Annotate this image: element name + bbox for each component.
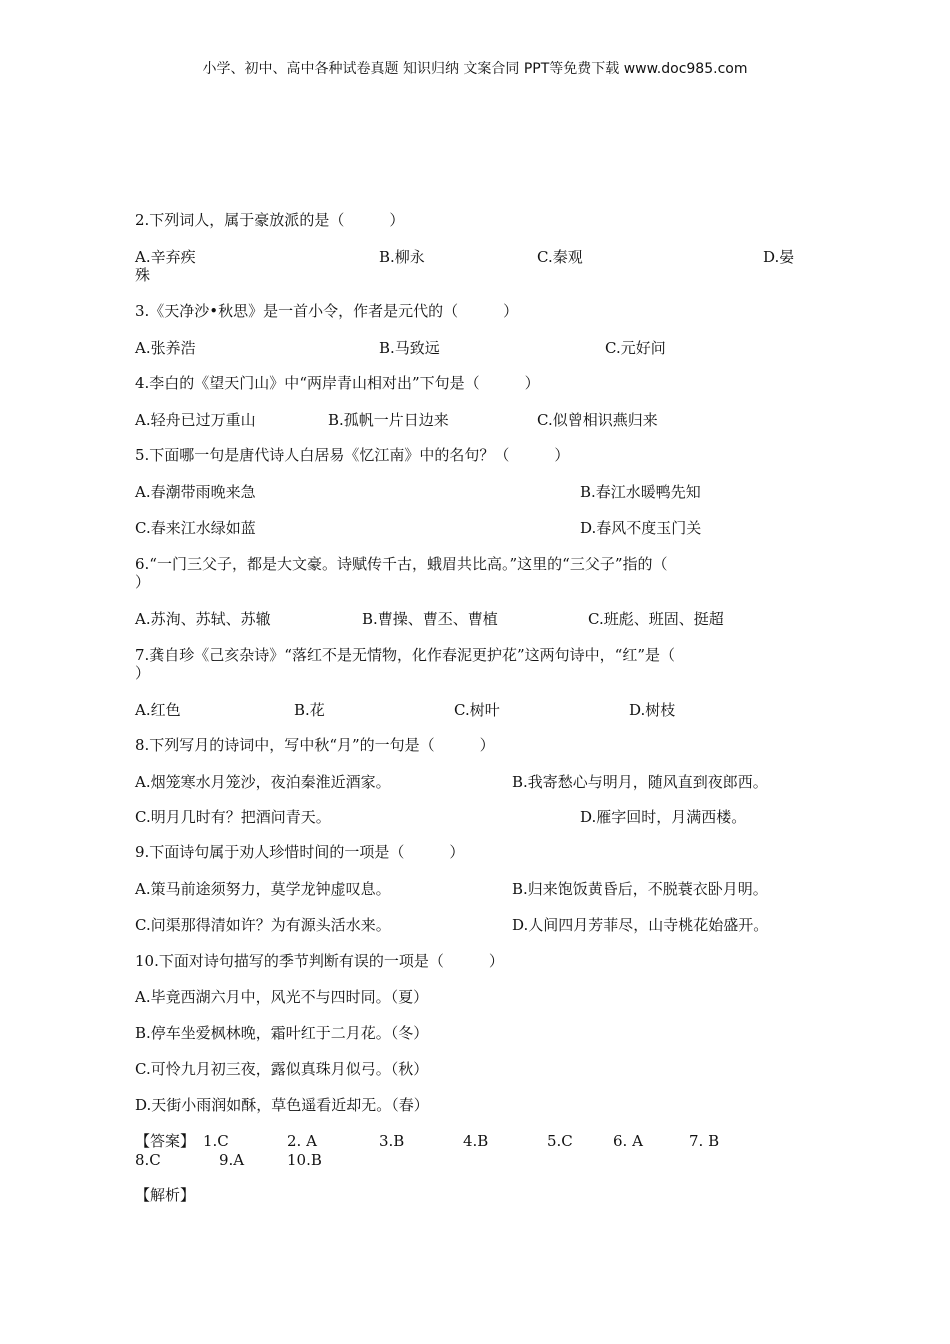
- question-4-option-b: B.孤帆一片日边来: [328, 411, 449, 429]
- question-6-stem-wrap: ）: [135, 573, 151, 591]
- question-7-option-b: B.花: [294, 701, 325, 719]
- site-header-banner: 小学、初中、高中各种试卷真题 知识归纳 文案合同 PPT等免费下载 www.doc985.com: [202, 61, 748, 77]
- question-8-stem: 8.下列写月的诗词中，写中秋“月”的一句是（ ）: [135, 736, 495, 754]
- question-10-option-b: B.停车坐爱枫林晚，霜叶红于二月花。（冬）: [135, 1024, 429, 1042]
- question-5-option-c: C.春来江水绿如蓝: [135, 519, 256, 537]
- question-5-stem: 5.下面哪一句是唐代诗人白居易《忆江南》中的名句？（ ）: [135, 446, 570, 464]
- question-8-option-a: A.烟笼寒水月笼沙，夜泊秦淮近酒家。: [135, 773, 391, 791]
- question-7-stem: 7.龚自珍《己亥杂诗》“落红不是无情物，化作春泥更护花”这两句诗中，“红”是（: [135, 646, 675, 664]
- question-7-option-d: D.树枝: [629, 701, 676, 719]
- answer-7: 7. B: [689, 1132, 720, 1150]
- question-3-stem: 3.《天净沙•秋思》是一首小令，作者是元代的（ ）: [135, 302, 519, 320]
- question-10-stem: 10.下面对诗句描写的季节判断有误的一项是（ ）: [135, 952, 504, 970]
- answer-1: 1.C: [203, 1132, 229, 1150]
- question-10-option-d: D.天街小雨润如酥，草色遥看近却无。（春）: [135, 1096, 429, 1114]
- question-4-option-a: A.轻舟已过万重山: [135, 411, 256, 429]
- question-2-option-c: C.秦观: [537, 248, 583, 266]
- answer-2: 2. A: [287, 1132, 317, 1150]
- answer-5: 5.C: [547, 1132, 573, 1150]
- question-8-option-b: B.我寄愁心与明月，随风直到夜郎西。: [512, 773, 768, 791]
- question-9-option-d: D.人间四月芳菲尽，山寺桃花始盛开。: [512, 916, 769, 934]
- question-5-option-d: D.春风不度玉门关: [580, 519, 702, 537]
- question-9-stem: 9.下面诗句属于劝人珍惜时间的一项是（ ）: [135, 843, 465, 861]
- question-2-stem: 2.下列词人，属于豪放派的是（ ）: [135, 211, 405, 229]
- question-7-stem-wrap: ）: [135, 664, 151, 682]
- question-6-option-a: A.苏洵、苏轼、苏辙: [135, 610, 271, 628]
- question-9-option-b: B.归来饱饭黄昏后，不脱蓑衣卧月明。: [512, 880, 768, 898]
- question-8-option-c: C.明月几时有？把酒问青天。: [135, 808, 331, 826]
- question-2-option-d-wrap: 殊: [135, 266, 151, 284]
- answer-4: 4.B: [463, 1132, 489, 1150]
- question-10-option-c: C.可怜九月初三夜，露似真珠月似弓。（秋）: [135, 1060, 429, 1078]
- question-8-option-d: D.雁字回时，月满西楼。: [580, 808, 747, 826]
- answer-6: 6. A: [613, 1132, 643, 1150]
- question-4-option-c: C.似曾相识燕归来: [537, 411, 658, 429]
- question-9-option-a: A.策马前途须努力，莫学龙钟虚叹息。: [135, 880, 391, 898]
- question-3-option-b: B.马致远: [379, 339, 440, 357]
- question-7-option-a: A.红色: [135, 701, 181, 719]
- question-4-stem: 4.李白的《望天门山》中“两岸青山相对出”下句是（ ）: [135, 374, 540, 392]
- question-2-option-b: B.柳永: [379, 248, 425, 266]
- question-5-option-a: A.春潮带雨晚来急: [135, 483, 256, 501]
- question-6-option-b: B.曹操、曹丕、曹植: [362, 610, 498, 628]
- question-2-option-a: A.辛弃疾: [135, 248, 196, 266]
- answer-3: 3.B: [379, 1132, 405, 1150]
- question-2-option-d: D.晏: [763, 248, 795, 266]
- question-3-option-a: A.张养浩: [135, 339, 196, 357]
- question-7-option-c: C.树叶: [454, 701, 500, 719]
- question-10-option-a: A.毕竟西湖六月中，风光不与四时同。（夏）: [135, 988, 429, 1006]
- question-5-option-b: B.春江水暖鸭先知: [580, 483, 701, 501]
- question-3-option-c: C.元好问: [605, 339, 666, 357]
- answer-10: 10.B: [287, 1151, 322, 1169]
- answer-9: 9.A: [219, 1151, 245, 1169]
- analysis-label: 【解析】: [135, 1186, 196, 1204]
- answer-label: 【答案】: [135, 1132, 196, 1150]
- question-6-stem: 6.“一门三父子，都是大文豪。诗赋传千古，蛾眉共比高。”这里的“三父子”指的（: [135, 555, 668, 573]
- answer-8: 8.C: [135, 1151, 161, 1169]
- question-9-option-c: C.问渠那得清如许？为有源头活水来。: [135, 916, 391, 934]
- question-6-option-c: C.班彪、班固、挺超: [588, 610, 724, 628]
